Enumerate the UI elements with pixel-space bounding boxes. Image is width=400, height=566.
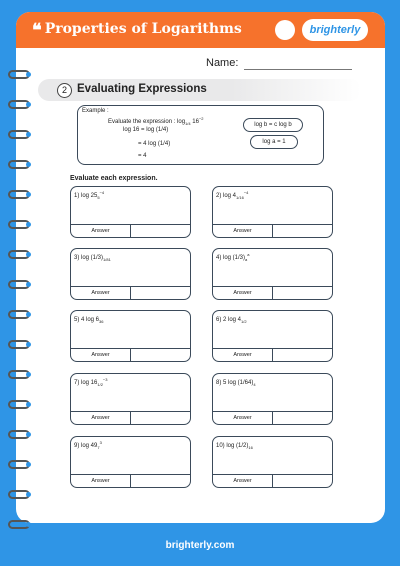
problem-text: 3) log (1/3) [74, 255, 104, 261]
binding-hole-icon [26, 312, 31, 317]
problem-base: 1/81 [103, 257, 111, 263]
problem-expression [216, 377, 256, 387]
example-step-1a: log 16 [123, 127, 140, 133]
instruction: Evaluate each expression. [70, 175, 158, 182]
problem-expression [216, 252, 249, 262]
problem-exponent: −3 [102, 377, 108, 382]
page-title-text: Properties of Logarithms [44, 21, 242, 37]
answer-field[interactable] [131, 287, 190, 299]
problem-expression [74, 252, 111, 262]
example-step-2: = 4 log (1/4) [138, 141, 171, 147]
answer-field[interactable] [131, 475, 190, 487]
problem-box [212, 373, 333, 425]
header-bar [16, 12, 385, 48]
name-label: Name: [206, 57, 239, 69]
problem-box [70, 373, 191, 425]
binding-hole-icon [26, 282, 31, 287]
problem-text: 2) log 4 [216, 193, 237, 199]
problem-box [212, 436, 333, 488]
binding-hole-icon [26, 72, 31, 77]
problem-text: 4) log (1/3) [216, 255, 246, 261]
problem-base: 36 [99, 319, 104, 325]
example-step-1b: = log (1/4) [139, 127, 169, 133]
problem-box [70, 310, 191, 362]
problem-expression [74, 377, 107, 387]
answer-row [213, 411, 332, 424]
problem-expression [216, 190, 248, 200]
example-prompt [108, 116, 204, 126]
answer-label: Answer [213, 349, 273, 361]
problem-exponent: −4 [243, 190, 249, 195]
problem-text: 8) 5 log (1/64) [216, 380, 254, 386]
problem-text: 9) log 49 [74, 443, 98, 449]
problem-text: 5) 4 log 6 [74, 317, 100, 323]
example-step-3: = 4 [138, 153, 147, 159]
name-field[interactable] [244, 69, 352, 70]
problem-text: 10) log (1/2) [216, 443, 249, 449]
binding-hole-icon [26, 192, 31, 197]
rule-identity: log a = 1 [250, 135, 298, 149]
answer-row [213, 286, 332, 299]
problem-base: a [245, 257, 248, 263]
answer-row [71, 286, 190, 299]
answer-row [213, 474, 332, 487]
answer-label: Answer [213, 412, 273, 424]
circle-icon [275, 20, 295, 40]
problem-exponent: 3 [99, 440, 102, 445]
problem-base: 16 [248, 445, 253, 451]
example-step-1 [123, 127, 168, 133]
page-title [32, 20, 242, 41]
brand-logo[interactable] [302, 19, 368, 41]
problem-box [212, 310, 333, 362]
answer-row [213, 224, 332, 237]
example-prompt-text: Evaluate the expression : log [108, 119, 186, 125]
answer-row [71, 224, 190, 237]
problem-base: 1/2 [97, 382, 103, 388]
binding-hole-icon [26, 132, 31, 137]
answer-field[interactable] [131, 412, 190, 424]
problem-base: 5 [97, 195, 100, 201]
problem-base: 4 [253, 382, 256, 388]
problem-expression [74, 440, 102, 450]
problem-expression [216, 440, 253, 450]
answer-label: Answer [213, 225, 273, 237]
answer-label: Answer [213, 287, 273, 299]
binding-hole-icon [26, 342, 31, 347]
problem-expression [216, 314, 247, 324]
binding-hole-icon [26, 252, 31, 257]
binding-hole-icon [26, 162, 31, 167]
problem-text: 6) 2 log 4 [216, 317, 242, 323]
answer-label: Answer [213, 475, 273, 487]
answer-label: Answer [71, 475, 131, 487]
section-title: Evaluating Expressions [77, 83, 207, 95]
answer-label: Answer [71, 349, 131, 361]
answer-row [213, 348, 332, 361]
answer-field[interactable] [273, 287, 332, 299]
section-number: 2 [57, 83, 72, 98]
answer-field[interactable] [273, 349, 332, 361]
answer-label: Answer [71, 412, 131, 424]
answer-row [71, 474, 190, 487]
problem-box [70, 248, 191, 300]
binding-hole-icon [26, 432, 31, 437]
problem-text: 1) log 25 [74, 193, 98, 199]
problem-expression [74, 314, 103, 324]
answer-field[interactable] [273, 412, 332, 424]
example-label: Example : [82, 108, 109, 114]
binding-hole-icon [26, 522, 31, 527]
binding-hole-icon [26, 402, 31, 407]
problem-box [212, 248, 333, 300]
problem-exponent: −4 [99, 190, 105, 195]
answer-field[interactable] [273, 475, 332, 487]
binding-hole-icon [26, 102, 31, 107]
answer-label: Answer [71, 225, 131, 237]
answer-row [71, 411, 190, 424]
problem-base: 7 [97, 445, 100, 451]
problem-base: 1/2 [241, 319, 247, 325]
example-prompt-exp: −2 [198, 116, 204, 121]
binding-hole-icon [26, 492, 31, 497]
problem-box [70, 186, 191, 238]
answer-field[interactable] [131, 349, 190, 361]
example-prompt-arg: 16 [190, 119, 199, 125]
binding-hole-icon [26, 462, 31, 467]
brand-logo-text: brighterly [309, 24, 361, 36]
problem-base: 1/16 [236, 195, 244, 201]
answer-field[interactable] [131, 225, 190, 237]
problem-exponent: a [247, 252, 250, 257]
example-prompt-base: 1/4 [185, 121, 191, 127]
problem-box [70, 436, 191, 488]
problem-box [212, 186, 333, 238]
answer-label: Answer [71, 287, 131, 299]
binding-hole-icon [26, 372, 31, 377]
answer-row [71, 348, 190, 361]
problem-expression [74, 190, 104, 200]
problem-text: 7) log 16 [74, 380, 98, 386]
rule-power: log b = c log b [243, 118, 303, 132]
quote-icon: ❝ [32, 20, 42, 41]
footer-url[interactable]: brighterly.com [165, 540, 235, 551]
answer-field[interactable] [273, 225, 332, 237]
binding-hole-icon [26, 222, 31, 227]
